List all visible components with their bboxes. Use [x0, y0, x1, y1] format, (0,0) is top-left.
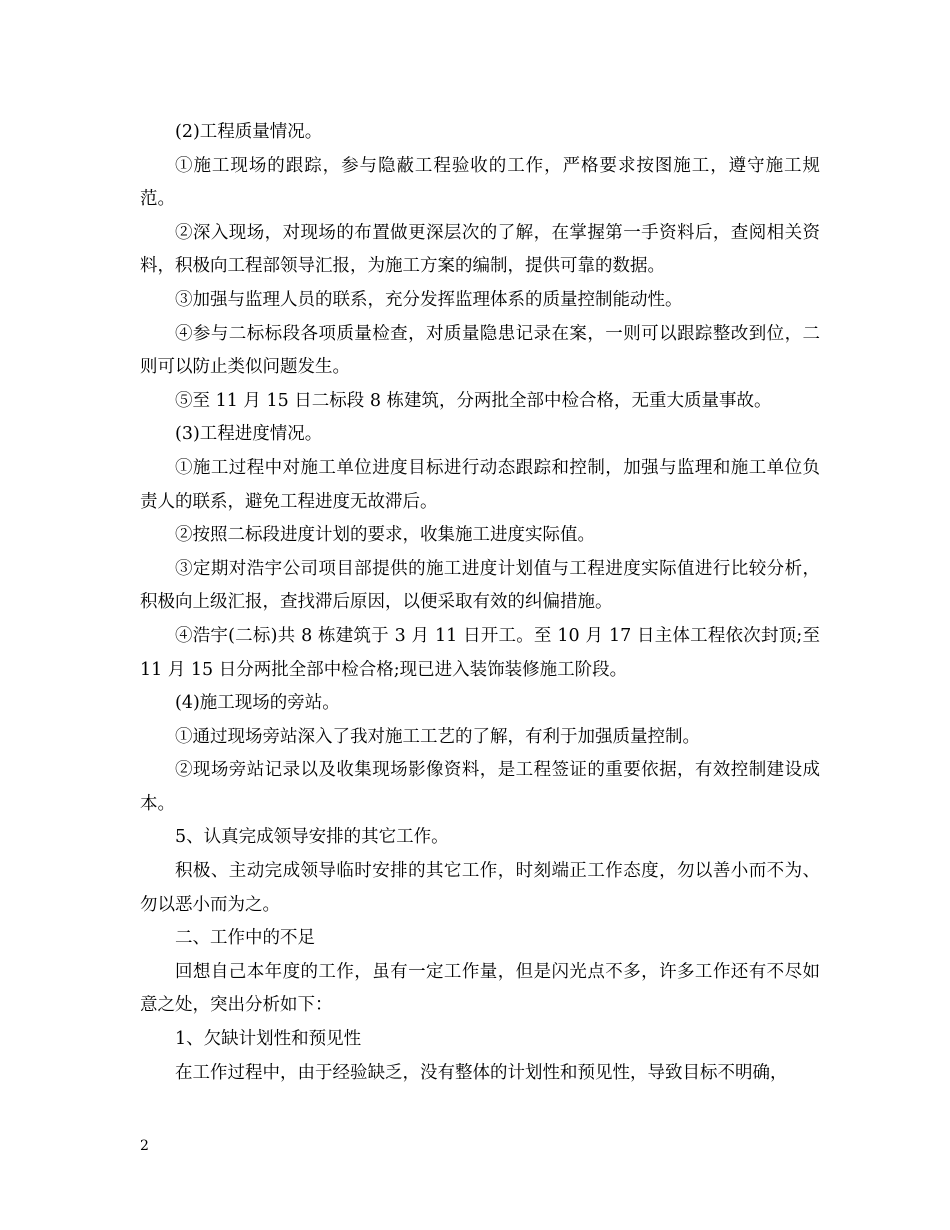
section-heading-supervision: (4)施工现场的旁站。: [175, 693, 340, 714]
paragraph: ⑤至 11 月 15 日二标段 8 栋建筑，分两批全部中检合格，无重大质量事故。: [175, 390, 772, 411]
paragraph: ③加强与监理人员的联系，充分发挥监理体系的质量控制能动性。: [175, 289, 683, 310]
paragraph: ①施工过程中对施工单位进度目标进行动态跟踪和控制，加强与监理和施工单位负责人的联系，避免工程进度无故滞后。: [140, 457, 820, 512]
section-heading-progress: (3)工程进度情况。: [175, 424, 323, 445]
paragraph: ④浩宇(二标)共 8 栋建筑于 3 月 11 日开工。至 10 月 17 日主体工程依次封顶;至 11 月 15 日分两批全部中检合格;现已进入装饰装修施工阶段。: [140, 625, 820, 680]
section-heading-other-work: 5、认真完成领导安排的其它工作。: [175, 827, 449, 848]
page-number: 2: [140, 1138, 149, 1154]
section-heading-quality: (2)工程质量情况。: [175, 122, 323, 142]
paragraph: 积极、主动完成领导临时安排的其它工作，时刻端正工作态度，勿以善小而不为、勿以恶小而为之。: [140, 861, 820, 915]
paragraph: ④参与二标标段各项质量检查，对质量隐患记录在案，一则可以跟踪整改到位，二则可以防止类似问题发生。: [140, 323, 820, 378]
section-heading-shortcomings: 二、工作中的不足: [175, 928, 315, 949]
paragraph: ②按照二标段进度计划的要求，收集施工进度实际值。: [175, 525, 595, 546]
paragraph: ③定期对浩宇公司项目部提供的施工进度计划值与工程进度实际值进行比较分析，积极向上级汇报，查找滞后原因，以便采取有效的纠偏措施。: [140, 558, 820, 613]
paragraph: 回想自己本年度的工作，虽有一定工作量，但是闪光点不多，许多工作还有不尽如意之处，突出分析如下：: [140, 961, 820, 1016]
paragraph: ①通过现场旁站深入了我对施工工艺的了解，有利于加强质量控制。: [175, 726, 700, 747]
paragraph: 在工作过程中，由于经验缺乏，没有整体的计划性和预见性，导致目标不明确，: [175, 1062, 788, 1083]
paragraph: ①施工现场的跟踪，参与隐蔽工程验收的工作，严格要求按图施工，遵守施工规范。: [140, 155, 820, 210]
paragraph: ②现场旁站记录以及收集现场影像资料，是工程签证的重要依据，有效控制建设成本。: [140, 760, 820, 814]
document-body: [140, 116, 820, 1090]
paragraph: ②深入现场，对现场的布置做更深层次的了解，在掌握第一手资料后，查阅相关资料，积极向工程部领导汇报，为施工方案的编制，提供可靠的数据。: [140, 222, 820, 277]
section-heading-planning: 1、欠缺计划性和预见性: [175, 1029, 362, 1050]
